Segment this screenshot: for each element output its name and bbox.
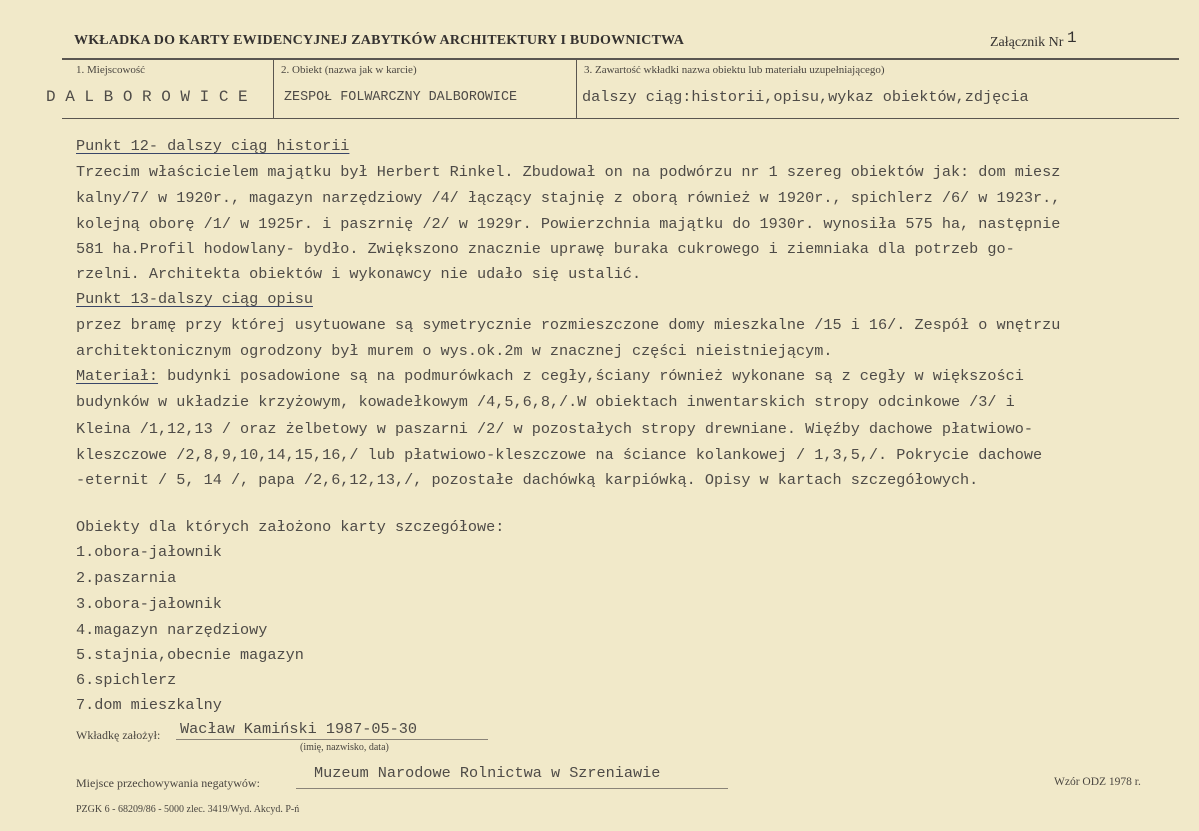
- fields-bottom-rule: [62, 118, 1179, 119]
- form-code: Wzór ODZ 1978 r.: [1054, 776, 1141, 788]
- object-list-item: 7.dom mieszkalny: [76, 696, 222, 714]
- attachment-number-value: 1: [1066, 29, 1077, 47]
- section13-line: architektonicznym ogrodzony był murem o wys.ok.2m w znacznej części nieistniejącym.: [76, 342, 833, 360]
- attachment-label: Załącznik Nr: [990, 35, 1064, 50]
- material-label: Materiał:: [76, 367, 159, 385]
- print-info: PZGK 6 - 68209/86 - 5000 zlec. 3419/Wyd. Akcyd. P-ń: [76, 804, 300, 815]
- field-separator-1: [273, 60, 274, 118]
- place-label: 1. Miejscowość: [76, 64, 146, 76]
- object-list-item: 3.obora-jałownik: [76, 595, 222, 613]
- place-value: D A L B O R O W I C E: [46, 88, 248, 106]
- document-title: WKŁADKA DO KARTY EWIDENCYJNEJ ZABYTKÓW ARCHITEKTURY I BUDOWNICTWA: [74, 33, 685, 48]
- material-line: Kleina /1,12,13 / oraz żelbetowy w paszarni /2/ w pozostałych stropy drewniane. Więźby dachowe płatwiowo-: [76, 420, 1033, 438]
- material-line: kleszczowe /2,8,9,10,14,15,16,/ lub płatwiowo-kleszczowe na ściance kolankowej / 1,3,5,/. Pokrycie dachowe: [76, 446, 1043, 464]
- founder-value: Wacław Kamiński 1987-05-30: [180, 720, 417, 738]
- object-label: 2. Obiekt (nazwa jak w karcie): [281, 64, 417, 76]
- section12-line: rzelni. Architekta obiektów i wykonawcy nie udało się ustalić.: [76, 265, 642, 283]
- material-line: budynków w układzie krzyżowym, kowadełkowym /4,5,6,8,/.W obiektach inwentarskich stropy odcinkowe /3/ i: [76, 393, 1015, 411]
- content-value: dalszy ciąg:historii,opisu,wykaz obiektów,zdjęcia: [582, 88, 1029, 106]
- section12-line: Trzecim właścicielem majątku był Herbert Rinkel. Zbudował on na podwórzu nr 1 szereg obiektów jak: dom miesz: [76, 163, 1061, 181]
- section12-heading: Punkt 12- dalszy ciąg historii: [76, 137, 350, 155]
- header-rule: [62, 58, 1179, 60]
- storage-rule: [296, 788, 728, 789]
- section13-heading: Punkt 13-dalszy ciąg opisu: [76, 290, 313, 308]
- section12-line: kolejną oborę /1/ w 1925r. i paszrnię /2/ w 1929r. Powierzchnia majątku do 1930r. wynosiła 575 ha, następnie: [76, 215, 1061, 233]
- field-separator-2: [576, 60, 577, 118]
- attachment-number: [990, 29, 1077, 51]
- section12-line: 581 ha.Profil hodowlany- bydło. Zwiększono znacznie uprawę buraka cukrowego i ziemniaka dla potrzeb go-: [76, 240, 1015, 258]
- storage-label: Miejsce przechowywania negatywów:: [76, 776, 260, 790]
- object-list-item: 5.stajnia,obecnie magazyn: [76, 646, 304, 664]
- object-list-item: 1.obora-jałownik: [76, 543, 222, 561]
- material-first-text: budynki posadowione są na podmurówkach z cegły,ściany również wykonane są z cegły w większości: [158, 367, 1024, 385]
- founder-label: Wkładkę założył:: [76, 728, 161, 742]
- object-value: ZESPOŁ FOLWARCZNY DALBOROWICE: [284, 90, 518, 105]
- object-list-item: 6.spichlerz: [76, 671, 177, 689]
- object-list-item: 4.magazyn narzędziowy: [76, 621, 268, 639]
- founder-hint: (imię, nazwisko, data): [300, 742, 389, 753]
- material-first-line: [76, 367, 1024, 385]
- section12-line: kalny/7/ w 1920r., magazyn narzędziowy /4/ łączący stajnię z oborą również w 1920r., spichlerz /6/ w 1923r.,: [76, 189, 1061, 207]
- content-label: 3. Zawartość wkładki nazwa obiektu lub materiału uzupełniającego): [584, 64, 885, 76]
- object-list-item: 2.paszarnia: [76, 569, 177, 587]
- section13-line: przez bramę przy której usytuowane są symetrycznie rozmieszczone domy mieszkalne /15 i 16/. Zespół o wnętrzu: [76, 316, 1061, 334]
- storage-value: Muzeum Narodowe Rolnictwa w Szreniawie: [314, 764, 661, 782]
- material-line: -eternit / 5, 14 /, papa /2,6,12,13,/, pozostałe dachówką karpiówką. Opisy w kartach szczegółowych.: [76, 471, 979, 489]
- founder-rule: [176, 739, 488, 740]
- objects-intro: Obiekty dla których założono karty szczegółowe:: [76, 518, 505, 536]
